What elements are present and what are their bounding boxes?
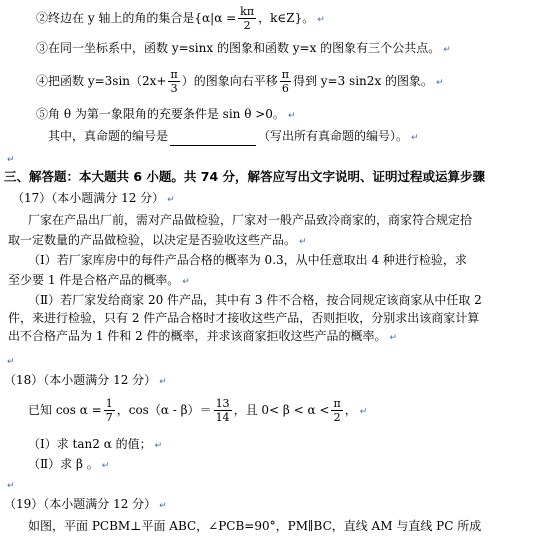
q17-paragraph-2b bbox=[8, 272, 190, 290]
fraction-pi-over-6: $\frac{\pi}{6}$ bbox=[281, 68, 289, 95]
paragraph-mark: ↵ bbox=[317, 15, 325, 25]
paragraph-mark: ↵ bbox=[443, 45, 451, 55]
statement-4-text: ④把函数 y=3sin（2x+ bbox=[36, 74, 167, 88]
q18-head-text: （18）（本小题满分 12 分） bbox=[4, 373, 157, 387]
q17-p2a-text: （Ⅰ）若厂家库房中的每件产品合格的概率为 0.3，从中任意取出 4 种进行检验，求 bbox=[28, 253, 467, 267]
answer-line bbox=[48, 128, 419, 146]
paragraph-mark: ↵ bbox=[436, 78, 444, 88]
statement-5-text: ⑤角 θ 为第一象限角的充要条件是 sin θ >0。 bbox=[36, 107, 285, 121]
statement-4-tail: 得到 y=3 sin2x 的图象。 bbox=[292, 74, 433, 88]
q17-p3b-text: 件，来进行检验，只有 2 件产品合格时才接收这些产品，否则拒收，分别求出该商家计算 bbox=[8, 311, 480, 325]
q18-given-mid: ，cos（α - β）＝ bbox=[116, 403, 212, 417]
statement-4 bbox=[36, 64, 444, 100]
section-heading bbox=[4, 169, 485, 185]
fraction-13-over-14: $\frac{13}{14}$ bbox=[215, 397, 230, 424]
q17-p2b-text: 至少要 1 件是合格产品的概率。 bbox=[8, 273, 180, 287]
q18-heading bbox=[4, 372, 167, 390]
fraction-k-pi-over-2: $\frac{k\pi}{2}$ bbox=[240, 5, 255, 32]
fraction-1-over-7: $\frac{1}{7}$ bbox=[105, 397, 113, 424]
statement-2 bbox=[36, 3, 325, 35]
empty-paragraph bbox=[4, 150, 15, 168]
q18-given bbox=[28, 392, 367, 430]
answer-blank[interactable] bbox=[170, 133, 256, 146]
q17-paragraph-3b bbox=[8, 310, 479, 326]
q18-given-pre: 已知 cos α = bbox=[28, 403, 102, 417]
paragraph-mark: ↵ bbox=[159, 501, 167, 511]
statement-4-mid: ）的图象向右平移 bbox=[181, 74, 278, 88]
answer-note: （写出所有真命题的编号）。 bbox=[258, 129, 409, 143]
q17-paragraph-1a bbox=[28, 212, 472, 228]
q19-heading bbox=[4, 496, 167, 514]
statement-3-text: ③在同一坐标系中，函数 y=sinx 的图象和函数 y=x 的图象有三个公共点。 bbox=[36, 41, 441, 55]
q19-head-text: （19）（本小题满分 12 分） bbox=[4, 497, 157, 511]
paragraph-mark: ↵ bbox=[101, 461, 110, 471]
q17-paragraph-1b bbox=[8, 232, 307, 250]
paragraph-mark: ↵ bbox=[167, 195, 175, 205]
q17-head-text: （17）（本小题满分 12 分） bbox=[12, 191, 165, 205]
q17-paragraph-3c bbox=[8, 328, 397, 346]
q18-given-post: ， bbox=[344, 403, 357, 417]
paragraph-mark: ↵ bbox=[7, 155, 15, 165]
statement-5 bbox=[36, 106, 295, 124]
q18-part2-text: （Ⅱ）求 β 。 bbox=[28, 457, 99, 471]
q17-p3a-text: （Ⅱ）若厂家发给商家 20 件产品，其中有 3 件不合格，按合同规定该商家从中任取 2 bbox=[28, 293, 482, 307]
paragraph-mark: ↵ bbox=[411, 133, 419, 143]
paragraph-mark: ↵ bbox=[389, 333, 398, 343]
q19-p1-text: 如图，平面 PCBM⊥平面 ABC，∠PCB=90°，PM∥BC，直线 AM 与直线 PC 所成 bbox=[28, 519, 482, 533]
paragraph-mark: ↵ bbox=[159, 377, 167, 387]
fraction-pi-over-3: $\frac{\pi}{3}$ bbox=[170, 68, 178, 95]
q17-heading bbox=[12, 190, 175, 208]
q17-p1a-text: 厂家在产品出厂前，需对产品做检验，厂家对一般产品致冷商家的，商家符合规定拾 bbox=[28, 213, 473, 227]
paragraph-mark: ↵ bbox=[299, 237, 307, 247]
empty-paragraph bbox=[4, 352, 15, 370]
paragraph-mark: ↵ bbox=[359, 407, 368, 417]
paragraph-mark: ↵ bbox=[287, 111, 296, 121]
statement-2-text: ②终边在 y 轴上的角的集合是{α|α = bbox=[36, 11, 237, 25]
q18-part1-text: （Ⅰ）求 tan2 α 的值； bbox=[28, 437, 152, 451]
answer-prompt: 其中，真命题的编号是 bbox=[48, 129, 169, 143]
paragraph-mark: ↵ bbox=[7, 481, 15, 491]
q17-paragraph-2a bbox=[28, 252, 467, 268]
paragraph-mark: ↵ bbox=[182, 277, 190, 287]
q17-p1b-text: 取一定数量的产品做检验，以决定是否验收这些产品。 bbox=[8, 233, 297, 247]
paragraph-mark: ↵ bbox=[7, 357, 15, 367]
q18-given-mid2: ，且 0< β < α < bbox=[233, 403, 330, 417]
statement-2-tail: ，k∈Z}。 bbox=[258, 11, 315, 25]
empty-paragraph bbox=[4, 476, 15, 494]
section-title: 三、解答题：本大题共 6 小题。共 74 分，解答应写出文字说明、证明过程或运算步骤 bbox=[4, 169, 486, 184]
paragraph-mark: ↵ bbox=[154, 441, 163, 451]
statement-3 bbox=[36, 40, 451, 58]
q18-part-2 bbox=[28, 456, 109, 474]
q17-paragraph-3a bbox=[28, 292, 482, 308]
q17-p3c-text: 出不合格产品为 1 件和 2 件的概率，并求该商家拒收这些产品的概率。 bbox=[8, 329, 387, 343]
q19-paragraph-1 bbox=[28, 518, 481, 534]
q18-part-1 bbox=[28, 436, 162, 454]
fraction-pi-over-2: $\frac{\pi}{2}$ bbox=[333, 397, 341, 424]
